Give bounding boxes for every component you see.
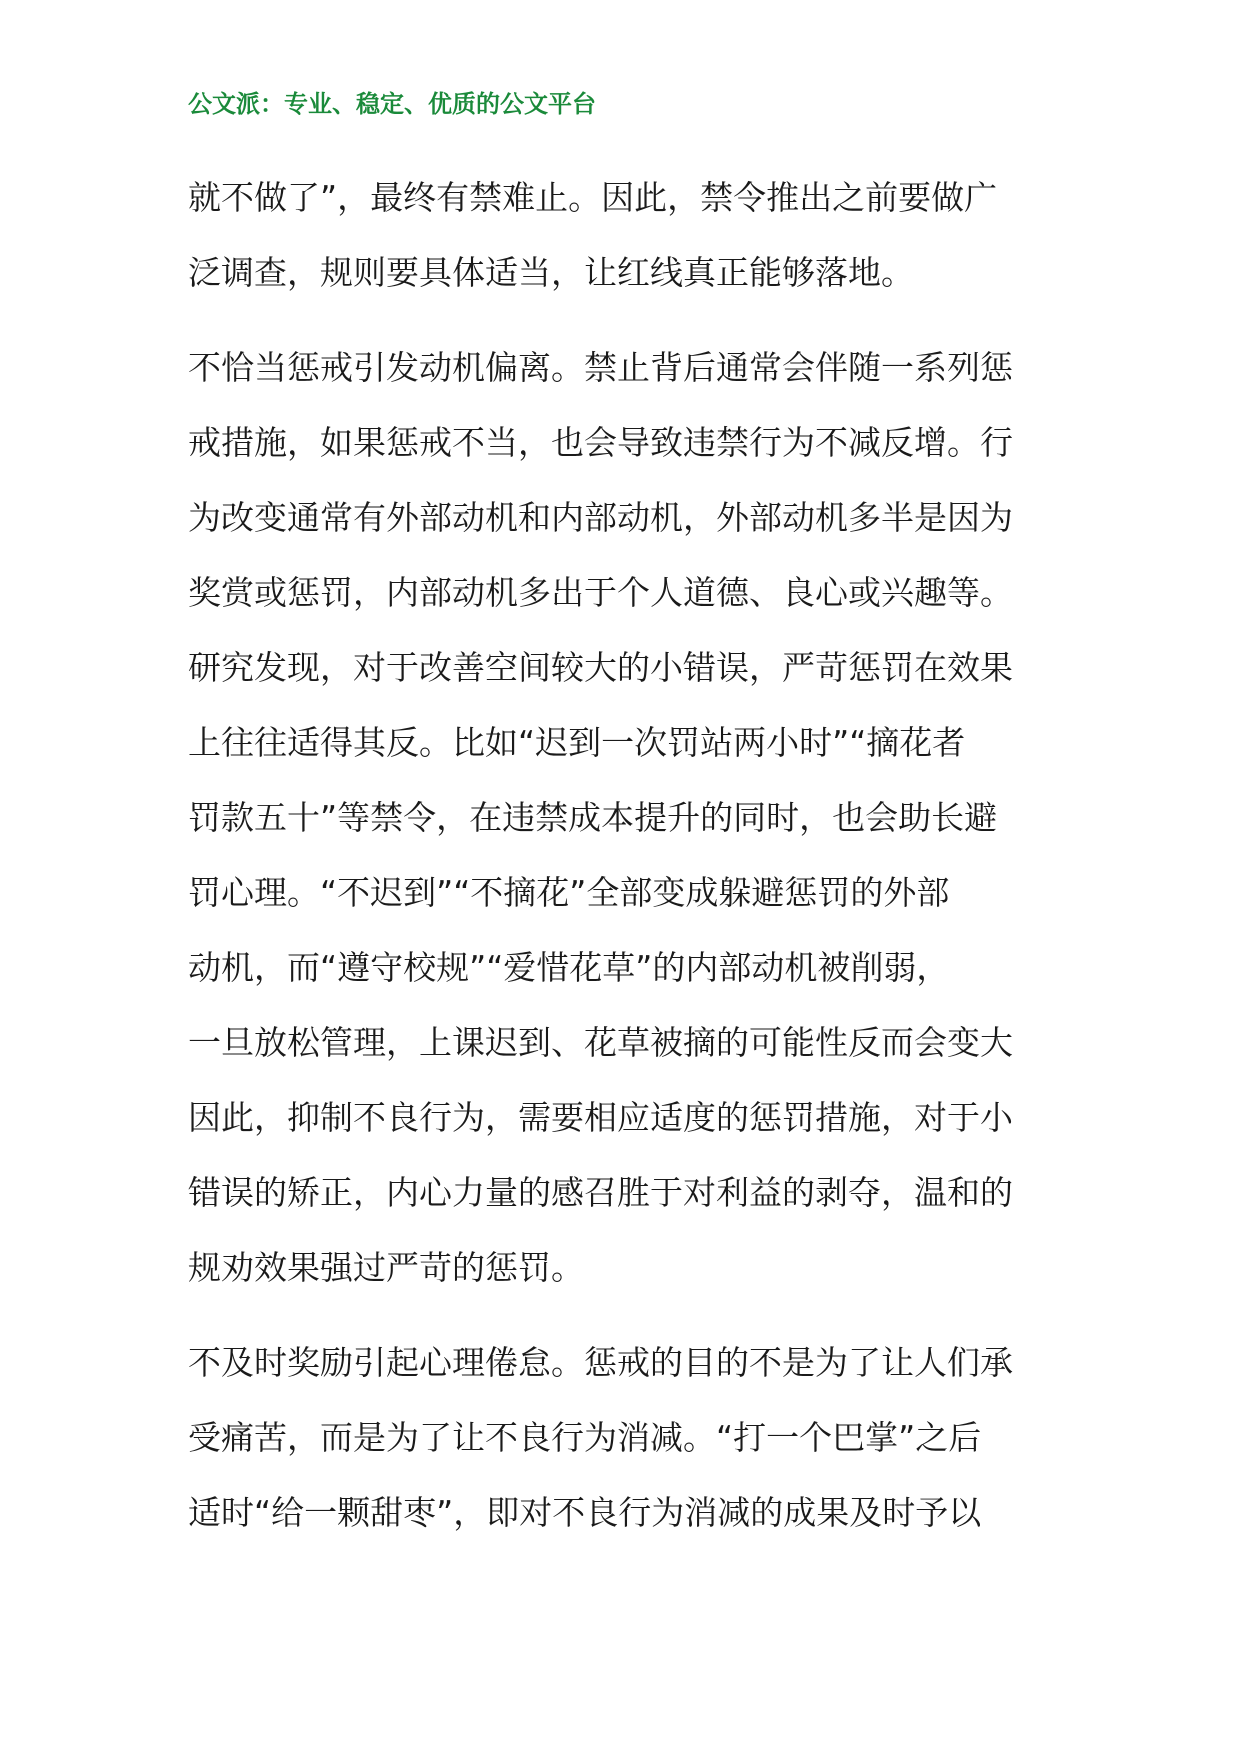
document-body <box>188 160 1054 1550</box>
text-line: 不及时奖励引起心理倦怠。惩戒的目的不是为了让人们承 <box>188 1343 1013 1382</box>
paragraph <box>188 1325 1054 1550</box>
text-line: 戒措施，如果惩戒不当，也会导致违禁行为不减反增。行 <box>188 423 1013 462</box>
text-line: 罚心理。“不迟到”“不摘花”全部变成躲避惩罚的外部 <box>188 873 950 912</box>
text-line: 适时“给一颗甜枣”，即对不良行为消减的成果及时予以 <box>188 1493 982 1532</box>
text-line: 为改变通常有外部动机和内部动机，外部动机多半是因为 <box>188 498 1013 537</box>
text-line: 奖赏或惩罚，内部动机多出于个人道德、良心或兴趣等。 <box>188 573 1013 612</box>
text-line: 动机，而“遵守校规”“爱惜花草”的内部动机被削弱， <box>188 948 950 987</box>
text-line: 一旦放松管理，上课迟到、花草被摘的可能性反而会变大 <box>188 1023 1013 1062</box>
text-line: 规劝效果强过严苛的惩罚。 <box>188 1248 584 1287</box>
text-line: 泛调查，规则要具体适当，让红线真正能够落地。 <box>188 253 914 292</box>
paragraph <box>188 330 1054 1305</box>
text-line: 就不做了”，最终有禁难止。因此，禁令推出之前要做广 <box>188 178 998 217</box>
text-line: 上往往适得其反。比如“迟到一次罚站两小时”“摘花者 <box>188 723 966 762</box>
page-header: 公文派：专业、稳定、优质的公文平台 <box>188 89 596 118</box>
paragraph <box>188 160 1054 310</box>
text-line: 错误的矫正，内心力量的感召胜于对利益的剥夺，温和的 <box>188 1173 1013 1212</box>
text-line: 因此，抑制不良行为，需要相应适度的惩罚措施，对于小 <box>188 1098 1013 1137</box>
text-line: 罚款五十”等禁令，在违禁成本提升的同时，也会助长避 <box>188 798 998 837</box>
text-line: 受痛苦，而是为了让不良行为消减。“打一个巴掌”之后 <box>188 1418 982 1457</box>
text-line: 研究发现，对于改善空间较大的小错误，严苛惩罚在效果 <box>188 648 1013 687</box>
text-line: 不恰当惩戒引发动机偏离。禁止背后通常会伴随一系列惩 <box>188 348 1013 387</box>
